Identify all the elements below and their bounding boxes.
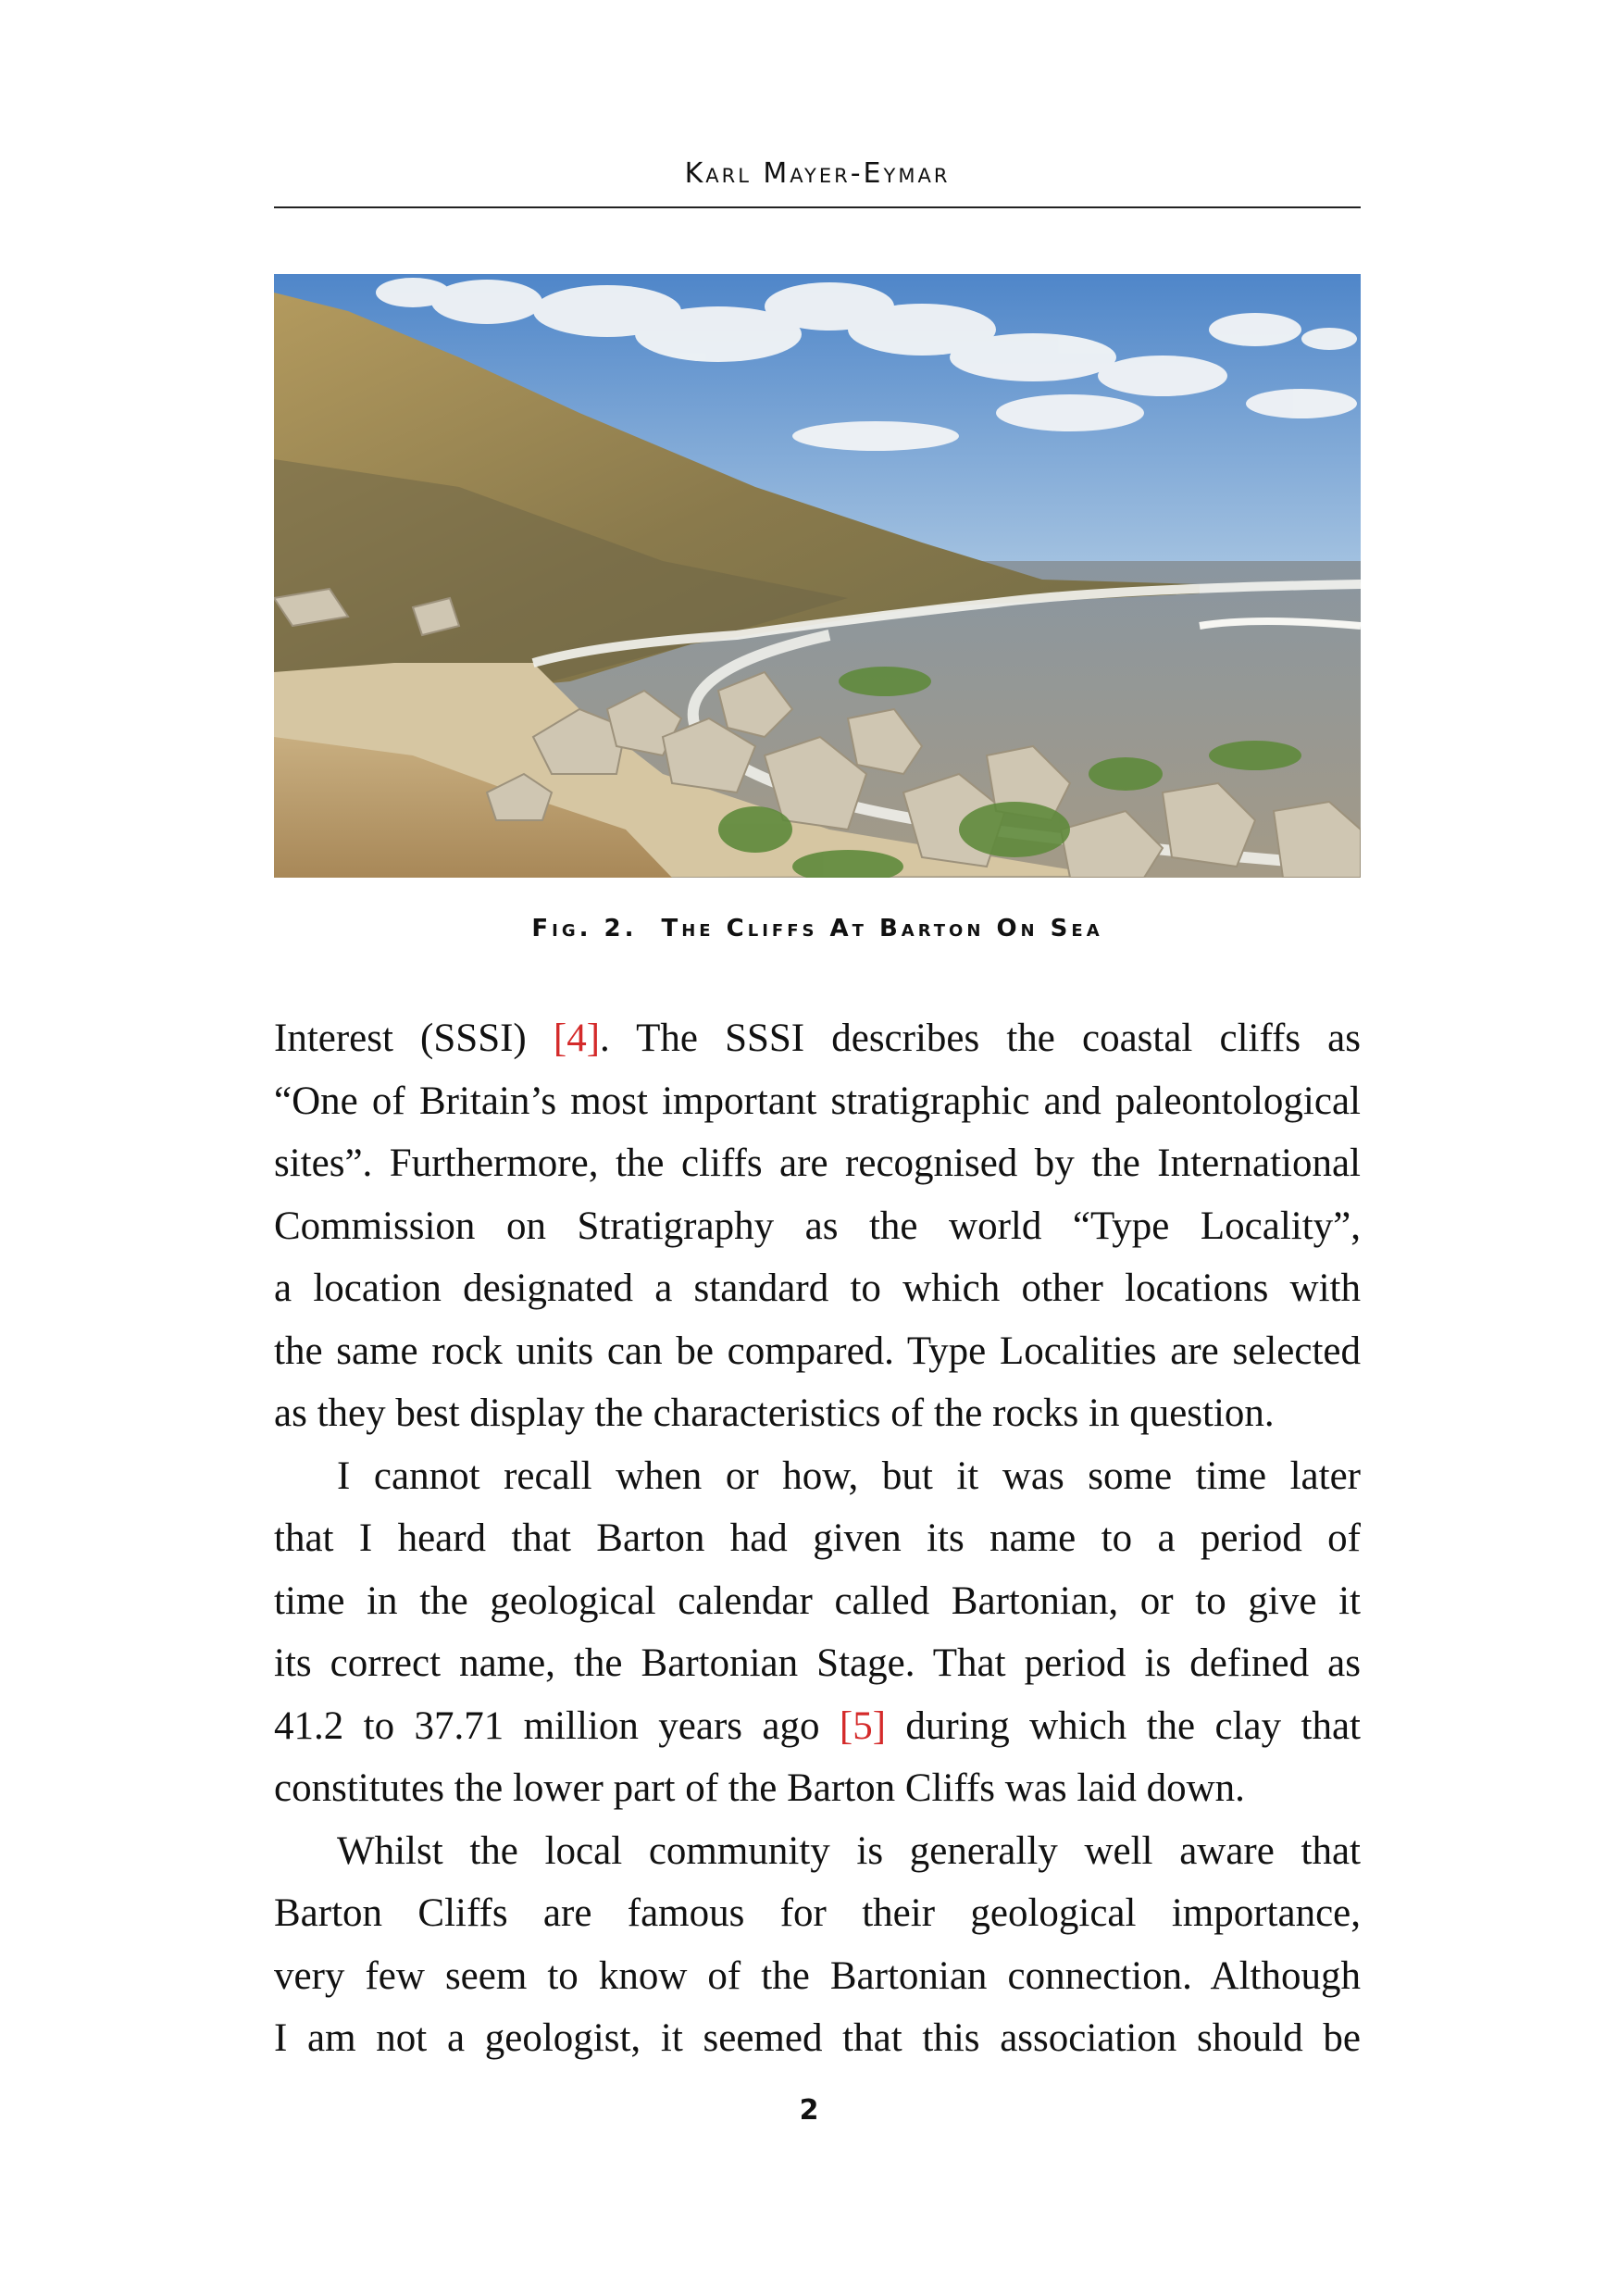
text-run: 41.2 to 37.71 million years ago <box>274 1703 840 1748</box>
body-text <box>274 1007 1361 2070</box>
text-line <box>274 1820 1361 1883</box>
text-line <box>274 1507 1361 1570</box>
text-run: I am not a geologist, it seemed that this association should be <box>274 2016 1361 2060</box>
text-run: I cannot recall when or how, but it was some time later <box>337 1454 1361 1498</box>
page-number: 2 <box>799 2094 819 2127</box>
text-line <box>274 2007 1361 2070</box>
paragraph <box>274 1445 1361 1820</box>
text-line <box>274 1132 1361 1195</box>
cliffs-photo <box>274 274 1361 878</box>
text-run: very few seem to know of the Bartonian connection. Although <box>274 1953 1361 1998</box>
header-rule <box>274 206 1361 208</box>
text-line <box>274 1632 1361 1695</box>
text-line <box>274 1382 1361 1445</box>
text-run: a location designated a standard to which other locations with <box>274 1267 1361 1310</box>
text-run: “One of Britain’s most important stratigraphic and paleontological <box>274 1079 1361 1123</box>
paragraph <box>274 1007 1361 1445</box>
citation-link[interactable]: [5] <box>839 1703 887 1748</box>
running-head: Karl Mayer-Eymar <box>684 157 951 190</box>
text-line <box>274 1320 1361 1383</box>
citation-link[interactable]: [4] <box>553 1017 601 1060</box>
figure-number: Fig. 2. <box>531 915 638 942</box>
text-run: its correct name, the Bartonian Stage. That period is defined as <box>274 1641 1361 1685</box>
text-line <box>274 1070 1361 1133</box>
text-line <box>274 1570 1361 1633</box>
text-run: sites”. Furthermore, the cliffs are recognised by the International <box>274 1142 1361 1185</box>
text-line <box>274 1757 1361 1820</box>
figure-caption <box>274 915 1361 942</box>
text-line <box>274 1195 1361 1258</box>
text-run: constitutes the lower part of the Barton Cliffs was laid down. <box>274 1766 1245 1810</box>
text-run: the same rock units can be compared. Type Localities are selected <box>274 1329 1361 1373</box>
figure-photo <box>274 274 1361 878</box>
text-run: as they best display the characteristics of the rocks in question. <box>274 1391 1275 1435</box>
text-run: Whilst the local community is generally well aware that <box>337 1828 1361 1873</box>
text-run: . The SSSI describes the coastal cliffs as <box>600 1017 1361 1060</box>
text-line <box>274 1007 1361 1070</box>
text-line <box>274 1257 1361 1320</box>
text-run: Commission on Stratigraphy as the world “Type Locality”, <box>274 1204 1361 1248</box>
text-line <box>274 1882 1361 1945</box>
text-run: Interest (SSSI) <box>274 1017 554 1060</box>
paragraph <box>274 1820 1361 2070</box>
text-run: time in the geological calendar called Bartonian, or to give it <box>274 1578 1361 1623</box>
figure-title: The Cliffs At Barton On Sea <box>661 915 1103 942</box>
text-line <box>274 1445 1361 1508</box>
text-line <box>274 1695 1361 1758</box>
text-run: during which the clay that <box>886 1703 1362 1748</box>
text-run: that I heard that Barton had given its name to a period of <box>274 1516 1361 1560</box>
text-line <box>274 1945 1361 2008</box>
text-run: Barton Cliffs are famous for their geological importance, <box>274 1891 1361 1935</box>
